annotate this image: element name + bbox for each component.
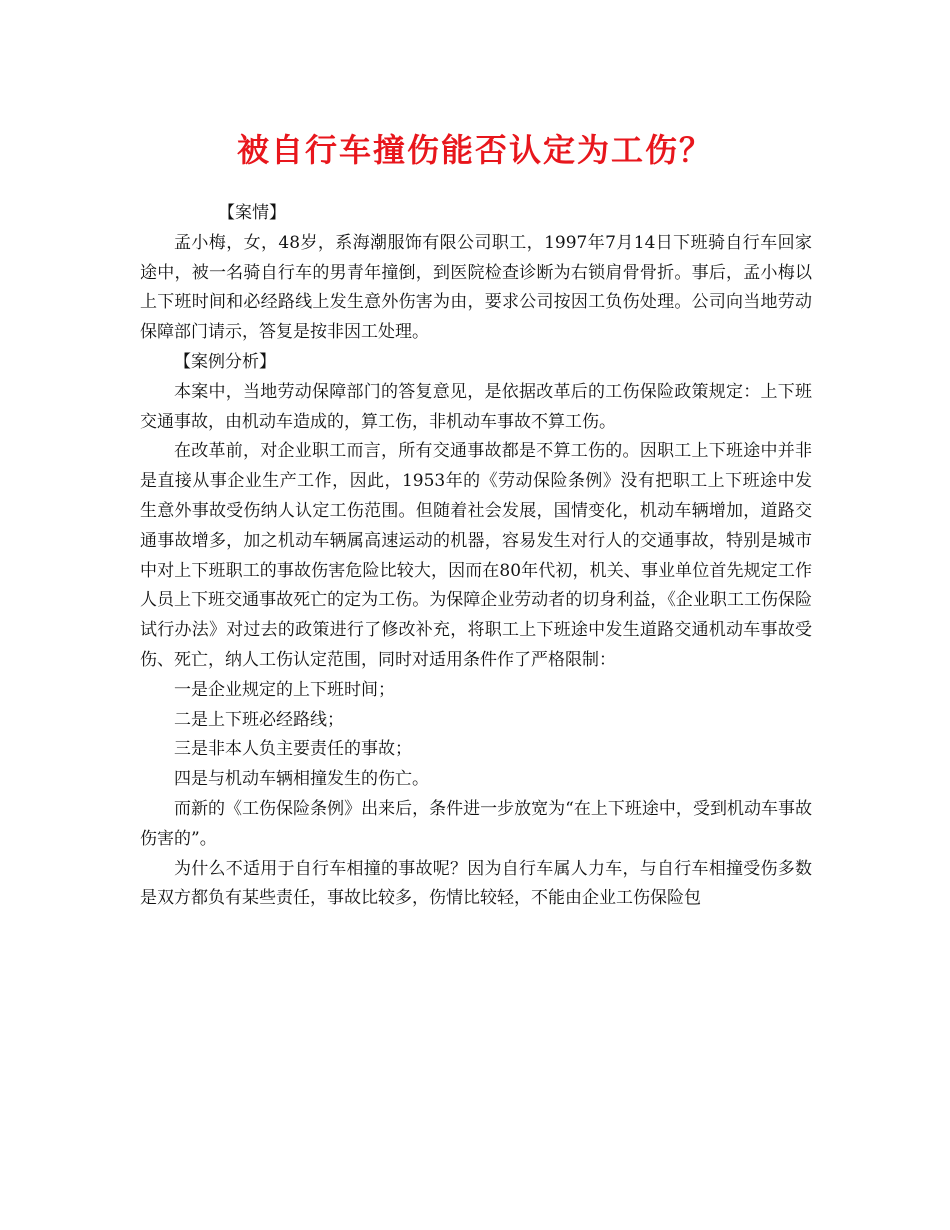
paragraph-history: 在改革前，对企业职工而言，所有交通事故都是不算工伤的。因职工上下班途中并非是直接从事企业生产工作，因此，1953年的《劳动保险条例》没有把职工上下班途中发生意外事故受伤纳人认定工伤范围。但随着社会发展，国情变化，机动车辆增加，道路交通事故增多，加之机动车辆属高速运动的机器，容易发生对行人的交通事故，特别是城市中对上下班职工的事故伤害危险比较大，因而在80年代初，机关、事业单位首先规定工作人员上下班交通事故死亡的定为工伤。为保障企业劳动者的切身利益，《企业职工工伤保险试行办法》对过去的政策进行了修改补充，将职工上下班途中发生道路交通机动车事故受伤、死亡，纳人工伤认定范围，同时对适用条件作了严格限制： — [140, 441, 812, 670]
list-item-condition-2: 二是上下班必经路线； — [174, 709, 344, 730]
section-heading-case: 【案情】 — [218, 203, 286, 223]
document-body — [140, 199, 812, 914]
paragraph-analysis-intro: 本案中，当地劳动保障部门的答复意见，是依据改革后的工伤保险政策规定：上下班交通事故，由机动车造成的，算工伤，非机动车事故不算工伤。 — [140, 381, 812, 432]
list-item-condition-4: 四是与机动车辆相撞发生的伤亡。 — [174, 769, 429, 790]
document-title: 被自行车撞伤能否认定为工伤？ — [236, 131, 713, 169]
paragraph-new-regulation: 而新的《工伤保险条例》出来后，条件进一步放宽为“在上下班途中，受到机动车事故伤害的”。 — [140, 798, 812, 849]
paragraph-case-facts: 孟小梅，女，48岁，系海潮服饰有限公司职工，1997年7月14日下班骑自行车回家途中，被一名骑自行车的男青年撞倒，到医院检查诊断为右锁肩骨骨折。事后，孟小梅以上下班时间和必经路线上发生意外伤害为由，要求公司按因工负伤处理。公司向当地劳动保障部门请示，答复是按非因工处理。 — [140, 232, 812, 343]
paragraph-bicycle-reason: 为什么不适用于自行车相撞的事故呢？因为自行车属人力车，与自行车相撞受伤多数是双方都负有某些责任，事故比较多，伤情比较轻，不能由企业工伤保险包 — [140, 858, 812, 909]
list-item-condition-3: 三是非本人负主要责任的事故； — [174, 739, 412, 760]
list-item-condition-1: 一是企业规定的上下班时间； — [174, 679, 395, 700]
section-heading-analysis: 【案例分析】 — [174, 351, 276, 372]
